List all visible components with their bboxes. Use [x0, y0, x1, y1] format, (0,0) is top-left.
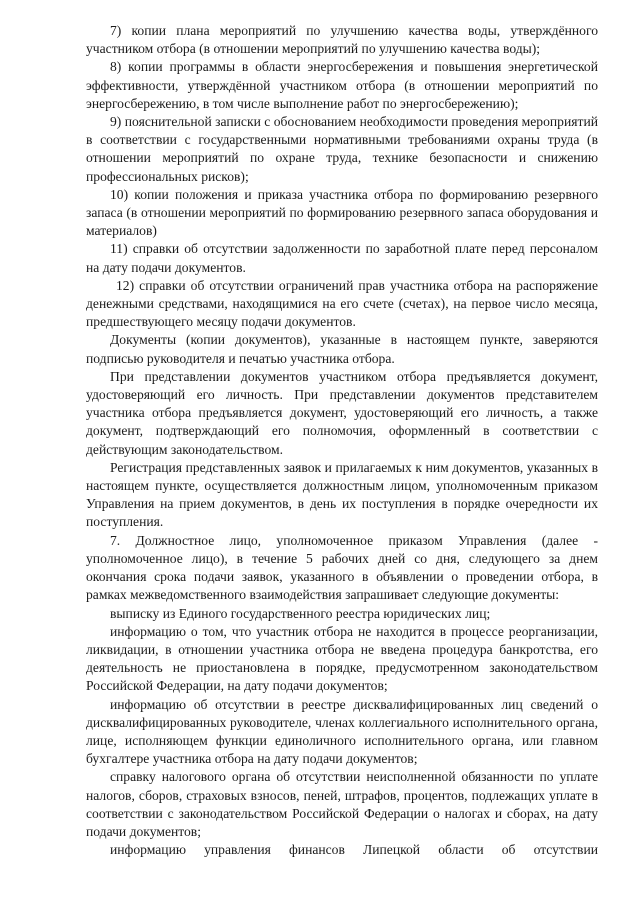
item-12-account-restrictions: 12) справки об отсутствии ограничений прав участника отбора на распоряжение денежными средствами, находящимися на его счете (счетах), на первое число месяца, предшествующего месяцу подачи документов. [86, 277, 598, 330]
identity-document-paragraph: При представлении документов участником отбора предъявляется документ, удостоверяющий его личность. При представлении документов представителем участника отбора предъявляется документ, удостоверяющий его личность, а также документ, подтверждающий его полномочия, оформленный в соответствии с действующим законодательством. [86, 368, 598, 457]
item-8-energy-program: 8) копии программы в области энергосбережения и повышения энергетической эффективности, утверждённой участником отбора (в отношении мероприятий по энергосбережению, в том числе выполнение работ по энергосбережению); [86, 59, 598, 111]
item-9-explanatory-note: 9) пояснительной записки с обоснованием необходимости проведения мероприятий в соответствии с государственными нормативными требованиями охраны труда (в отношении мероприятий по охране труда, технике безопасности и снижению профессиональных рисков); [86, 114, 598, 184]
registration-paragraph: Регистрация представленных заявок и прилагаемых к ним документов, указанных в настоящем пункте, осуществляется должностным лицом, уполномоченным приказом Управления на прием документов, в день их поступления в порядке очередности их поступления. [86, 459, 598, 530]
item-10-reserve-stock: 10) копии положения и приказа участника отбора по формированию резервного запаса (в отношении мероприятий по формированию резервного запаса оборудования и материалов) [86, 186, 598, 239]
item-7-water-plan: 7) копии плана мероприятий по улучшению качества воды, утверждённого участником отбора (в отношении мероприятий по улучшению качества воды); [86, 23, 598, 57]
request-reorganization-info: информацию о том, что участник отбора не находится в процессе реорганизации, ликвидации, в отношении участника отбора не введена процедура банкротства, его деятельность не приостановлена в порядке, предусмотренном законодательством Российской Федерации, на дату подачи документов; [86, 623, 598, 694]
request-egrul-extract: выписку из Единого государственного реестра юридических лиц; [110, 605, 491, 621]
item-11-salary-debt: 11) справки об отсутствии задолженности по заработной плате перед персоналом на дату подачи документов. [86, 241, 598, 275]
request-finance-department-info: информацию управления финансов Липецкой области об отсутствии [110, 842, 598, 858]
clause-7-paragraph: 7. Должностное лицо, уполномоченное приказом Управления (далее - уполномоченное лицо), в течение 5 рабочих дней со дня, следующего за днем окончания срока подачи заявок, указанного в объявлении о проведении отбора, в рамках межведомственного взаимодействия запрашивает следующие документы: [86, 532, 598, 603]
documents-certification-paragraph: Документы (копии документов), указанные в настоящем пункте, заверяются подписью руководителя и печатью участника отбора. [86, 332, 598, 366]
request-disqualification-info: информацию об отсутствии в реестре дисквалифицированных лиц сведений о дисквалифицированных руководителе, членах коллегиального исполнительного органа, лице, исполняющем функции единоличного исполнительного органа, или главном бухгалтере участника отбора на дату подачи документов; [86, 696, 598, 767]
request-tax-certificate: справку налогового органа об отсутствии неисполненной обязанности по уплате налогов, сборов, страховых взносов, пеней, штрафов, процентов, подлежащих уплате в соответствии с законодательством Российской Федерации о налогах и сборах, на дату подачи документов; [86, 769, 598, 839]
